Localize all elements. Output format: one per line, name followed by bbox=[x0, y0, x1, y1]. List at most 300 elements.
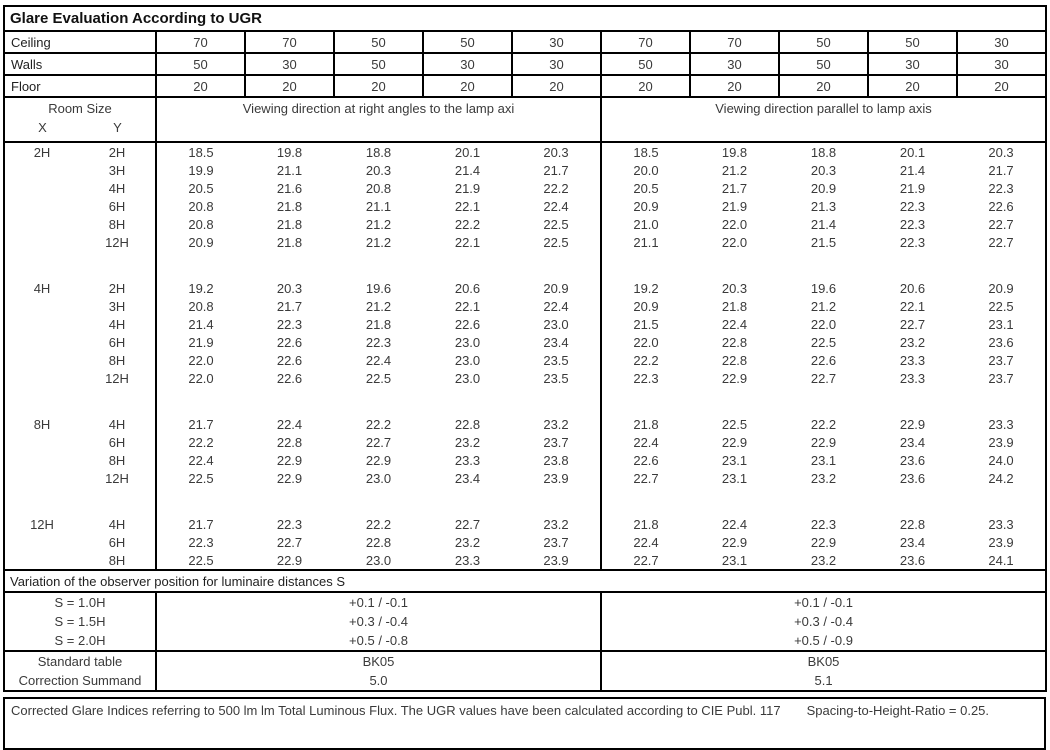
ugr-value: 23.3 bbox=[454, 552, 481, 568]
ugr-value: 21.8 bbox=[276, 234, 303, 250]
room-y-value: 6H bbox=[79, 197, 156, 215]
ugr-data-row bbox=[4, 351, 1046, 369]
ugr-value: 22.3 bbox=[601, 369, 690, 387]
ceiling-value: 70 bbox=[156, 31, 245, 53]
ugr-value: 20.3 bbox=[721, 280, 748, 296]
walls-value: 30 bbox=[957, 53, 1046, 75]
room-y-value: 12H bbox=[79, 233, 156, 251]
ugr-value: 18.5 bbox=[188, 144, 214, 160]
ugr-value: 22.7 bbox=[810, 370, 837, 386]
spacer-cell bbox=[601, 251, 1046, 279]
ugr-value: 22.5 bbox=[721, 416, 748, 432]
s-label: S = 1.0H bbox=[4, 592, 156, 612]
walls-value: 30 bbox=[690, 53, 779, 75]
ugr-value: 22.4 bbox=[721, 516, 748, 532]
ugr-value: 23.2 bbox=[454, 434, 481, 450]
ugr-value: 23.0 bbox=[365, 470, 392, 486]
ugr-value: 20.6 bbox=[899, 280, 926, 296]
ugr-value: 23.1 bbox=[721, 452, 748, 468]
ugr-value: 20.8 bbox=[188, 198, 214, 214]
ugr-value: 22.4 bbox=[276, 416, 303, 432]
ugr-value: 21.8 bbox=[276, 216, 303, 232]
ugr-value: 23.4 bbox=[899, 534, 926, 550]
floor-value: 20 bbox=[957, 75, 1046, 97]
ugr-value: 23.9 bbox=[988, 534, 1014, 550]
ugr-value: 22.7 bbox=[276, 534, 303, 550]
ugr-data-row bbox=[4, 451, 1046, 469]
ceiling-value: 70 bbox=[601, 31, 690, 53]
spacer-cell bbox=[156, 387, 601, 415]
ugr-value: 22.3 bbox=[365, 334, 392, 350]
ugr-value: 20.8 bbox=[365, 180, 392, 196]
ugr-value: 23.6 bbox=[899, 452, 926, 468]
standard-table-left: BK05 bbox=[156, 651, 601, 671]
ugr-value: 23.3 bbox=[988, 416, 1014, 432]
s-right-value: +0.3 / -0.4 bbox=[601, 612, 1046, 631]
ugr-value: 23.7 bbox=[988, 352, 1014, 368]
ugr-value: 22.0 bbox=[601, 333, 690, 351]
ugr-value: 22.1 bbox=[454, 234, 481, 250]
standard-table-label: Standard table bbox=[4, 651, 156, 671]
ugr-data-row bbox=[4, 297, 1046, 315]
ugr-value: 20.3 bbox=[810, 162, 837, 178]
ugr-value: 22.9 bbox=[721, 534, 748, 550]
ugr-value: 22.7 bbox=[899, 316, 926, 332]
footer-note: Corrected Glare Indices referring to 500 lm lm Total Luminous Flux. The UGR values have been calculated according to CIE Publ. 117 bbox=[11, 703, 781, 718]
ugr-data-row bbox=[4, 197, 1046, 215]
ugr-value: 22.9 bbox=[721, 370, 748, 386]
room-y-value: 6H bbox=[79, 333, 156, 351]
block-spacer bbox=[4, 387, 1046, 415]
ugr-value: 22.6 bbox=[988, 198, 1014, 214]
room-x-value bbox=[4, 215, 79, 233]
ugr-value: 22.7 bbox=[988, 234, 1014, 250]
ugr-value: 22.9 bbox=[810, 434, 837, 450]
standard-table-row bbox=[4, 651, 1046, 671]
variation-row bbox=[4, 631, 1046, 651]
ugr-value: 21.9 bbox=[454, 180, 481, 196]
walls-label: Walls bbox=[4, 53, 156, 75]
ugr-value: 23.3 bbox=[899, 352, 926, 368]
ugr-value: 22.3 bbox=[810, 516, 837, 532]
ugr-value: 22.3 bbox=[276, 516, 303, 532]
ugr-value: 23.6 bbox=[899, 552, 926, 568]
room-x-value bbox=[4, 297, 79, 315]
ugr-value: 21.1 bbox=[601, 233, 690, 251]
room-size-header bbox=[4, 97, 156, 142]
right-viewing-heading: Viewing direction parallel to lamp axis bbox=[601, 97, 1046, 142]
ugr-value: 22.8 bbox=[899, 516, 926, 532]
ugr-value: 23.2 bbox=[454, 534, 481, 550]
s-left-value: +0.5 / -0.8 bbox=[349, 633, 408, 648]
floor-value: 20 bbox=[601, 75, 690, 97]
room-y-value: 2H bbox=[79, 142, 156, 161]
room-y-value: 8H bbox=[79, 351, 156, 369]
floor-label: Floor bbox=[4, 75, 156, 97]
room-x-value bbox=[4, 161, 79, 179]
ugr-value: 21.1 bbox=[276, 162, 303, 178]
room-y-value: 12H bbox=[79, 369, 156, 387]
ugr-value: 22.2 bbox=[543, 180, 569, 196]
ugr-data-row bbox=[4, 533, 1046, 551]
variation-row bbox=[4, 592, 1046, 612]
room-x-value bbox=[4, 433, 79, 451]
ceiling-value: 50 bbox=[334, 31, 423, 53]
floor-value: 20 bbox=[512, 75, 601, 97]
ugr-value: 20.9 bbox=[988, 280, 1014, 296]
column-headings bbox=[4, 97, 1046, 142]
ugr-value: 22.7 bbox=[365, 434, 392, 450]
spacer-cell bbox=[4, 387, 156, 415]
s-label: S = 2.0H bbox=[4, 631, 156, 651]
ugr-value: 22.9 bbox=[276, 470, 303, 486]
ugr-value: 23.0 bbox=[543, 316, 569, 332]
room-x-value bbox=[4, 451, 79, 469]
footer-note-box bbox=[3, 697, 1046, 750]
ugr-value: 23.1 bbox=[988, 316, 1014, 332]
room-x-value bbox=[4, 197, 79, 215]
ugr-value: 22.9 bbox=[810, 534, 837, 550]
ugr-value: 23.3 bbox=[454, 452, 481, 468]
ugr-value: 23.2 bbox=[810, 470, 837, 486]
ugr-value: 22.8 bbox=[454, 416, 481, 432]
ugr-value: 21.7 bbox=[188, 516, 214, 532]
ugr-value: 23.2 bbox=[543, 516, 569, 532]
ugr-value: 21.0 bbox=[601, 215, 690, 233]
ugr-value: 22.3 bbox=[899, 216, 926, 232]
ugr-value: 22.2 bbox=[188, 434, 214, 450]
ugr-table bbox=[3, 5, 1047, 692]
floor-value: 20 bbox=[868, 75, 957, 97]
ugr-value: 22.4 bbox=[601, 533, 690, 551]
correction-summand-left: 5.0 bbox=[369, 673, 388, 688]
ugr-value: 23.0 bbox=[454, 334, 481, 350]
page-title: Glare Evaluation According to UGR bbox=[4, 6, 1046, 31]
ugr-value: 22.0 bbox=[810, 316, 837, 332]
ceiling-value: 50 bbox=[779, 31, 868, 53]
ugr-value: 19.2 bbox=[188, 280, 214, 296]
room-x-value bbox=[4, 551, 79, 570]
ugr-value: 22.6 bbox=[454, 316, 481, 332]
ugr-value: 23.6 bbox=[988, 334, 1014, 350]
ugr-value: 22.3 bbox=[988, 180, 1014, 196]
ugr-value: 22.1 bbox=[454, 298, 481, 314]
ugr-value: 23.2 bbox=[543, 416, 569, 432]
ugr-value: 20.9 bbox=[188, 234, 214, 250]
reflectance-grid bbox=[4, 31, 1046, 97]
ugr-data-row bbox=[4, 433, 1046, 451]
ugr-value: 21.2 bbox=[721, 162, 748, 178]
ugr-value: 20.3 bbox=[276, 280, 303, 296]
ugr-value: 22.4 bbox=[365, 352, 392, 368]
ugr-value: 21.6 bbox=[276, 180, 303, 196]
ugr-value: 20.9 bbox=[543, 280, 569, 296]
room-y-value: 8H bbox=[79, 551, 156, 570]
room-x-value bbox=[4, 333, 79, 351]
ugr-value: 23.6 bbox=[899, 470, 926, 486]
ugr-value: 20.1 bbox=[454, 144, 481, 160]
floor-value: 20 bbox=[423, 75, 512, 97]
ugr-value: 21.7 bbox=[543, 162, 569, 178]
s-left-value: +0.3 / -0.4 bbox=[349, 614, 408, 629]
spacer-cell bbox=[601, 487, 1046, 515]
ugr-value: 21.4 bbox=[188, 316, 214, 332]
floor-value: 20 bbox=[779, 75, 868, 97]
s-left-value: +0.1 / -0.1 bbox=[349, 595, 408, 610]
ugr-data-row bbox=[4, 415, 1046, 433]
ugr-value: 20.3 bbox=[365, 162, 392, 178]
ugr-value: 19.9 bbox=[188, 162, 214, 178]
s-right-value: +0.1 / -0.1 bbox=[601, 592, 1046, 612]
ugr-value: 20.8 bbox=[188, 298, 214, 314]
spacing-height-ratio: Spacing-to-Height-Ratio = 0.25. bbox=[806, 703, 990, 718]
ugr-data-body bbox=[4, 142, 1046, 570]
room-x-value: 8H bbox=[33, 416, 51, 432]
room-y-value: 12H bbox=[79, 469, 156, 487]
variation-row bbox=[4, 612, 1046, 631]
room-y-value: 8H bbox=[79, 451, 156, 469]
ugr-data-row bbox=[4, 215, 1046, 233]
ugr-data-row bbox=[4, 279, 1046, 297]
ugr-value: 20.5 bbox=[601, 179, 690, 197]
ugr-data-row bbox=[4, 315, 1046, 333]
ugr-value: 21.3 bbox=[810, 198, 837, 214]
ugr-value: 21.1 bbox=[365, 198, 392, 214]
ugr-value: 22.6 bbox=[601, 451, 690, 469]
ugr-value: 19.8 bbox=[276, 144, 303, 160]
ugr-value: 20.8 bbox=[188, 216, 214, 232]
ugr-value: 24.0 bbox=[988, 452, 1014, 468]
floor-value: 20 bbox=[156, 75, 245, 97]
ugr-value: 22.4 bbox=[601, 433, 690, 451]
ugr-value: 21.8 bbox=[276, 198, 303, 214]
ugr-value: 22.4 bbox=[543, 198, 569, 214]
ugr-value: 20.0 bbox=[601, 161, 690, 179]
ugr-value: 22.5 bbox=[988, 298, 1014, 314]
ugr-value: 22.2 bbox=[365, 416, 392, 432]
ugr-value: 22.7 bbox=[988, 216, 1014, 232]
ugr-value: 22.7 bbox=[601, 551, 690, 570]
ugr-value: 20.5 bbox=[188, 180, 214, 196]
ugr-value: 20.3 bbox=[543, 144, 569, 160]
ugr-value: 19.8 bbox=[721, 144, 748, 160]
ugr-value: 22.3 bbox=[276, 316, 303, 332]
ugr-value: 22.8 bbox=[721, 334, 748, 350]
ugr-value: 22.6 bbox=[276, 352, 303, 368]
ugr-value: 23.9 bbox=[988, 434, 1014, 450]
correction-summand-label: Correction Summand bbox=[4, 671, 156, 691]
ceiling-value: 70 bbox=[690, 31, 779, 53]
ugr-value: 23.5 bbox=[543, 370, 569, 386]
ugr-value: 23.4 bbox=[899, 434, 926, 450]
left-viewing-heading: Viewing direction at right angles to the lamp axi bbox=[156, 97, 601, 142]
ugr-value: 23.1 bbox=[810, 452, 837, 468]
block-spacer bbox=[4, 487, 1046, 515]
ugr-value: 22.5 bbox=[810, 334, 837, 350]
ugr-data-row bbox=[4, 233, 1046, 251]
walls-value: 50 bbox=[601, 53, 690, 75]
room-x-value bbox=[4, 315, 79, 333]
ugr-value: 22.2 bbox=[365, 516, 392, 532]
ugr-value: 23.9 bbox=[543, 552, 569, 568]
title-row bbox=[4, 6, 1046, 31]
ugr-data-row bbox=[4, 142, 1046, 161]
room-y-value: 8H bbox=[79, 215, 156, 233]
ugr-value: 22.8 bbox=[721, 352, 748, 368]
ugr-value: 21.9 bbox=[188, 334, 214, 350]
ugr-value: 22.9 bbox=[276, 552, 303, 568]
room-x-value bbox=[4, 233, 79, 251]
ugr-value: 21.2 bbox=[810, 298, 837, 314]
ugr-value: 22.5 bbox=[543, 216, 569, 232]
walls-value: 30 bbox=[512, 53, 601, 75]
ugr-data-row bbox=[4, 179, 1046, 197]
ugr-value: 21.7 bbox=[721, 180, 748, 196]
ugr-value: 18.8 bbox=[810, 144, 837, 160]
floor-value: 20 bbox=[334, 75, 423, 97]
room-y-value: 4H bbox=[79, 179, 156, 197]
room-y-value: 4H bbox=[79, 415, 156, 433]
floor-value: 20 bbox=[245, 75, 334, 97]
ugr-value: 20.9 bbox=[601, 297, 690, 315]
room-y-value: 3H bbox=[79, 161, 156, 179]
correction-summand-right: 5.1 bbox=[601, 671, 1046, 691]
ugr-value: 22.8 bbox=[276, 434, 303, 450]
spacer-cell bbox=[156, 251, 601, 279]
ugr-value: 21.5 bbox=[810, 234, 837, 250]
ugr-value: 21.2 bbox=[365, 216, 392, 232]
ugr-value: 22.9 bbox=[721, 434, 748, 450]
s-right-value: +0.5 / -0.9 bbox=[601, 631, 1046, 651]
room-y-value: 4H bbox=[79, 315, 156, 333]
y-axis-label: Y bbox=[113, 120, 122, 135]
ugr-value: 21.9 bbox=[899, 180, 926, 196]
ugr-value: 21.4 bbox=[454, 162, 481, 178]
ugr-value: 23.4 bbox=[454, 470, 481, 486]
standard-table-right: BK05 bbox=[601, 651, 1046, 671]
ceiling-value: 30 bbox=[957, 31, 1046, 53]
ugr-value: 20.9 bbox=[810, 180, 837, 196]
ugr-value: 23.5 bbox=[543, 352, 569, 368]
spacer-cell bbox=[4, 251, 156, 279]
ugr-value: 23.9 bbox=[543, 470, 569, 486]
correction-summand-row bbox=[4, 671, 1046, 691]
ugr-value: 23.2 bbox=[899, 334, 926, 350]
ugr-value: 21.4 bbox=[810, 216, 837, 232]
ugr-data-row bbox=[4, 515, 1046, 533]
ceiling-value: 50 bbox=[423, 31, 512, 53]
ugr-value: 23.7 bbox=[988, 370, 1014, 386]
spacer-cell bbox=[4, 487, 156, 515]
ugr-value: 22.0 bbox=[721, 234, 748, 250]
variation-section bbox=[4, 570, 1046, 691]
ugr-value: 24.1 bbox=[988, 552, 1014, 568]
room-x-value bbox=[4, 469, 79, 487]
ugr-value: 23.1 bbox=[721, 552, 748, 568]
ugr-value: 23.0 bbox=[454, 352, 481, 368]
ugr-data-row bbox=[4, 161, 1046, 179]
ugr-value: 22.5 bbox=[188, 470, 214, 486]
ugr-value: 23.4 bbox=[543, 334, 569, 350]
ugr-value: 22.9 bbox=[899, 416, 926, 432]
ugr-value: 21.5 bbox=[601, 315, 690, 333]
ugr-value: 22.0 bbox=[188, 370, 214, 386]
ugr-value: 21.8 bbox=[601, 415, 690, 433]
ugr-value: 22.6 bbox=[276, 370, 303, 386]
ugr-value: 21.2 bbox=[365, 298, 392, 314]
walls-row bbox=[4, 53, 1046, 75]
room-x-value: 4H bbox=[33, 280, 51, 296]
ceiling-label: Ceiling bbox=[4, 31, 156, 53]
room-x-value: 12H bbox=[30, 516, 54, 532]
ugr-value: 21.4 bbox=[899, 162, 926, 178]
ugr-value: 21.8 bbox=[601, 515, 690, 533]
ugr-value: 23.7 bbox=[543, 434, 569, 450]
walls-value: 50 bbox=[156, 53, 245, 75]
walls-value: 50 bbox=[779, 53, 868, 75]
ugr-value: 22.6 bbox=[276, 334, 303, 350]
ugr-value: 23.1 bbox=[721, 470, 748, 486]
ugr-value: 23.0 bbox=[454, 370, 481, 386]
ceiling-row bbox=[4, 31, 1046, 53]
room-x-value bbox=[4, 179, 79, 197]
ugr-data-row bbox=[4, 551, 1046, 570]
ugr-value: 24.2 bbox=[988, 470, 1014, 486]
ugr-value: 23.3 bbox=[988, 516, 1014, 532]
ugr-value: 22.1 bbox=[899, 298, 926, 314]
ugr-value: 23.8 bbox=[543, 452, 569, 468]
ugr-value: 19.2 bbox=[601, 279, 690, 297]
ugr-value: 23.0 bbox=[365, 552, 392, 568]
ugr-value: 22.9 bbox=[365, 452, 392, 468]
ugr-value: 22.0 bbox=[188, 352, 214, 368]
ugr-value: 20.9 bbox=[601, 197, 690, 215]
ugr-value: 22.4 bbox=[543, 298, 569, 314]
room-x-value bbox=[4, 369, 79, 387]
ugr-value: 22.5 bbox=[188, 552, 214, 568]
ugr-value: 20.6 bbox=[454, 280, 481, 296]
room-y-value: 4H bbox=[79, 515, 156, 533]
ceiling-value: 30 bbox=[512, 31, 601, 53]
ugr-value: 22.9 bbox=[276, 452, 303, 468]
ugr-value: 21.9 bbox=[721, 198, 748, 214]
ugr-value: 22.2 bbox=[810, 416, 837, 432]
room-y-value: 2H bbox=[79, 279, 156, 297]
ugr-value: 22.7 bbox=[454, 516, 481, 532]
x-axis-label: X bbox=[38, 120, 47, 135]
ugr-value: 21.7 bbox=[988, 162, 1014, 178]
ugr-value: 22.4 bbox=[188, 452, 214, 468]
floor-row bbox=[4, 75, 1046, 97]
ugr-value: 20.1 bbox=[899, 144, 926, 160]
ugr-value: 22.3 bbox=[899, 198, 926, 214]
ugr-value: 22.2 bbox=[454, 216, 481, 232]
ugr-data-row bbox=[4, 469, 1046, 487]
ugr-value: 21.7 bbox=[276, 298, 303, 314]
ugr-value: 22.5 bbox=[543, 234, 569, 250]
ugr-value: 22.8 bbox=[365, 534, 392, 550]
ugr-value: 23.3 bbox=[899, 370, 926, 386]
room-x-value: 2H bbox=[33, 144, 51, 160]
ceiling-value: 70 bbox=[245, 31, 334, 53]
room-x-value bbox=[4, 533, 79, 551]
ugr-value: 22.7 bbox=[601, 469, 690, 487]
spacer-cell bbox=[601, 387, 1046, 415]
spacer-cell bbox=[156, 487, 601, 515]
room-y-value: 6H bbox=[79, 533, 156, 551]
ugr-value: 22.6 bbox=[810, 352, 837, 368]
ugr-data-row bbox=[4, 369, 1046, 387]
